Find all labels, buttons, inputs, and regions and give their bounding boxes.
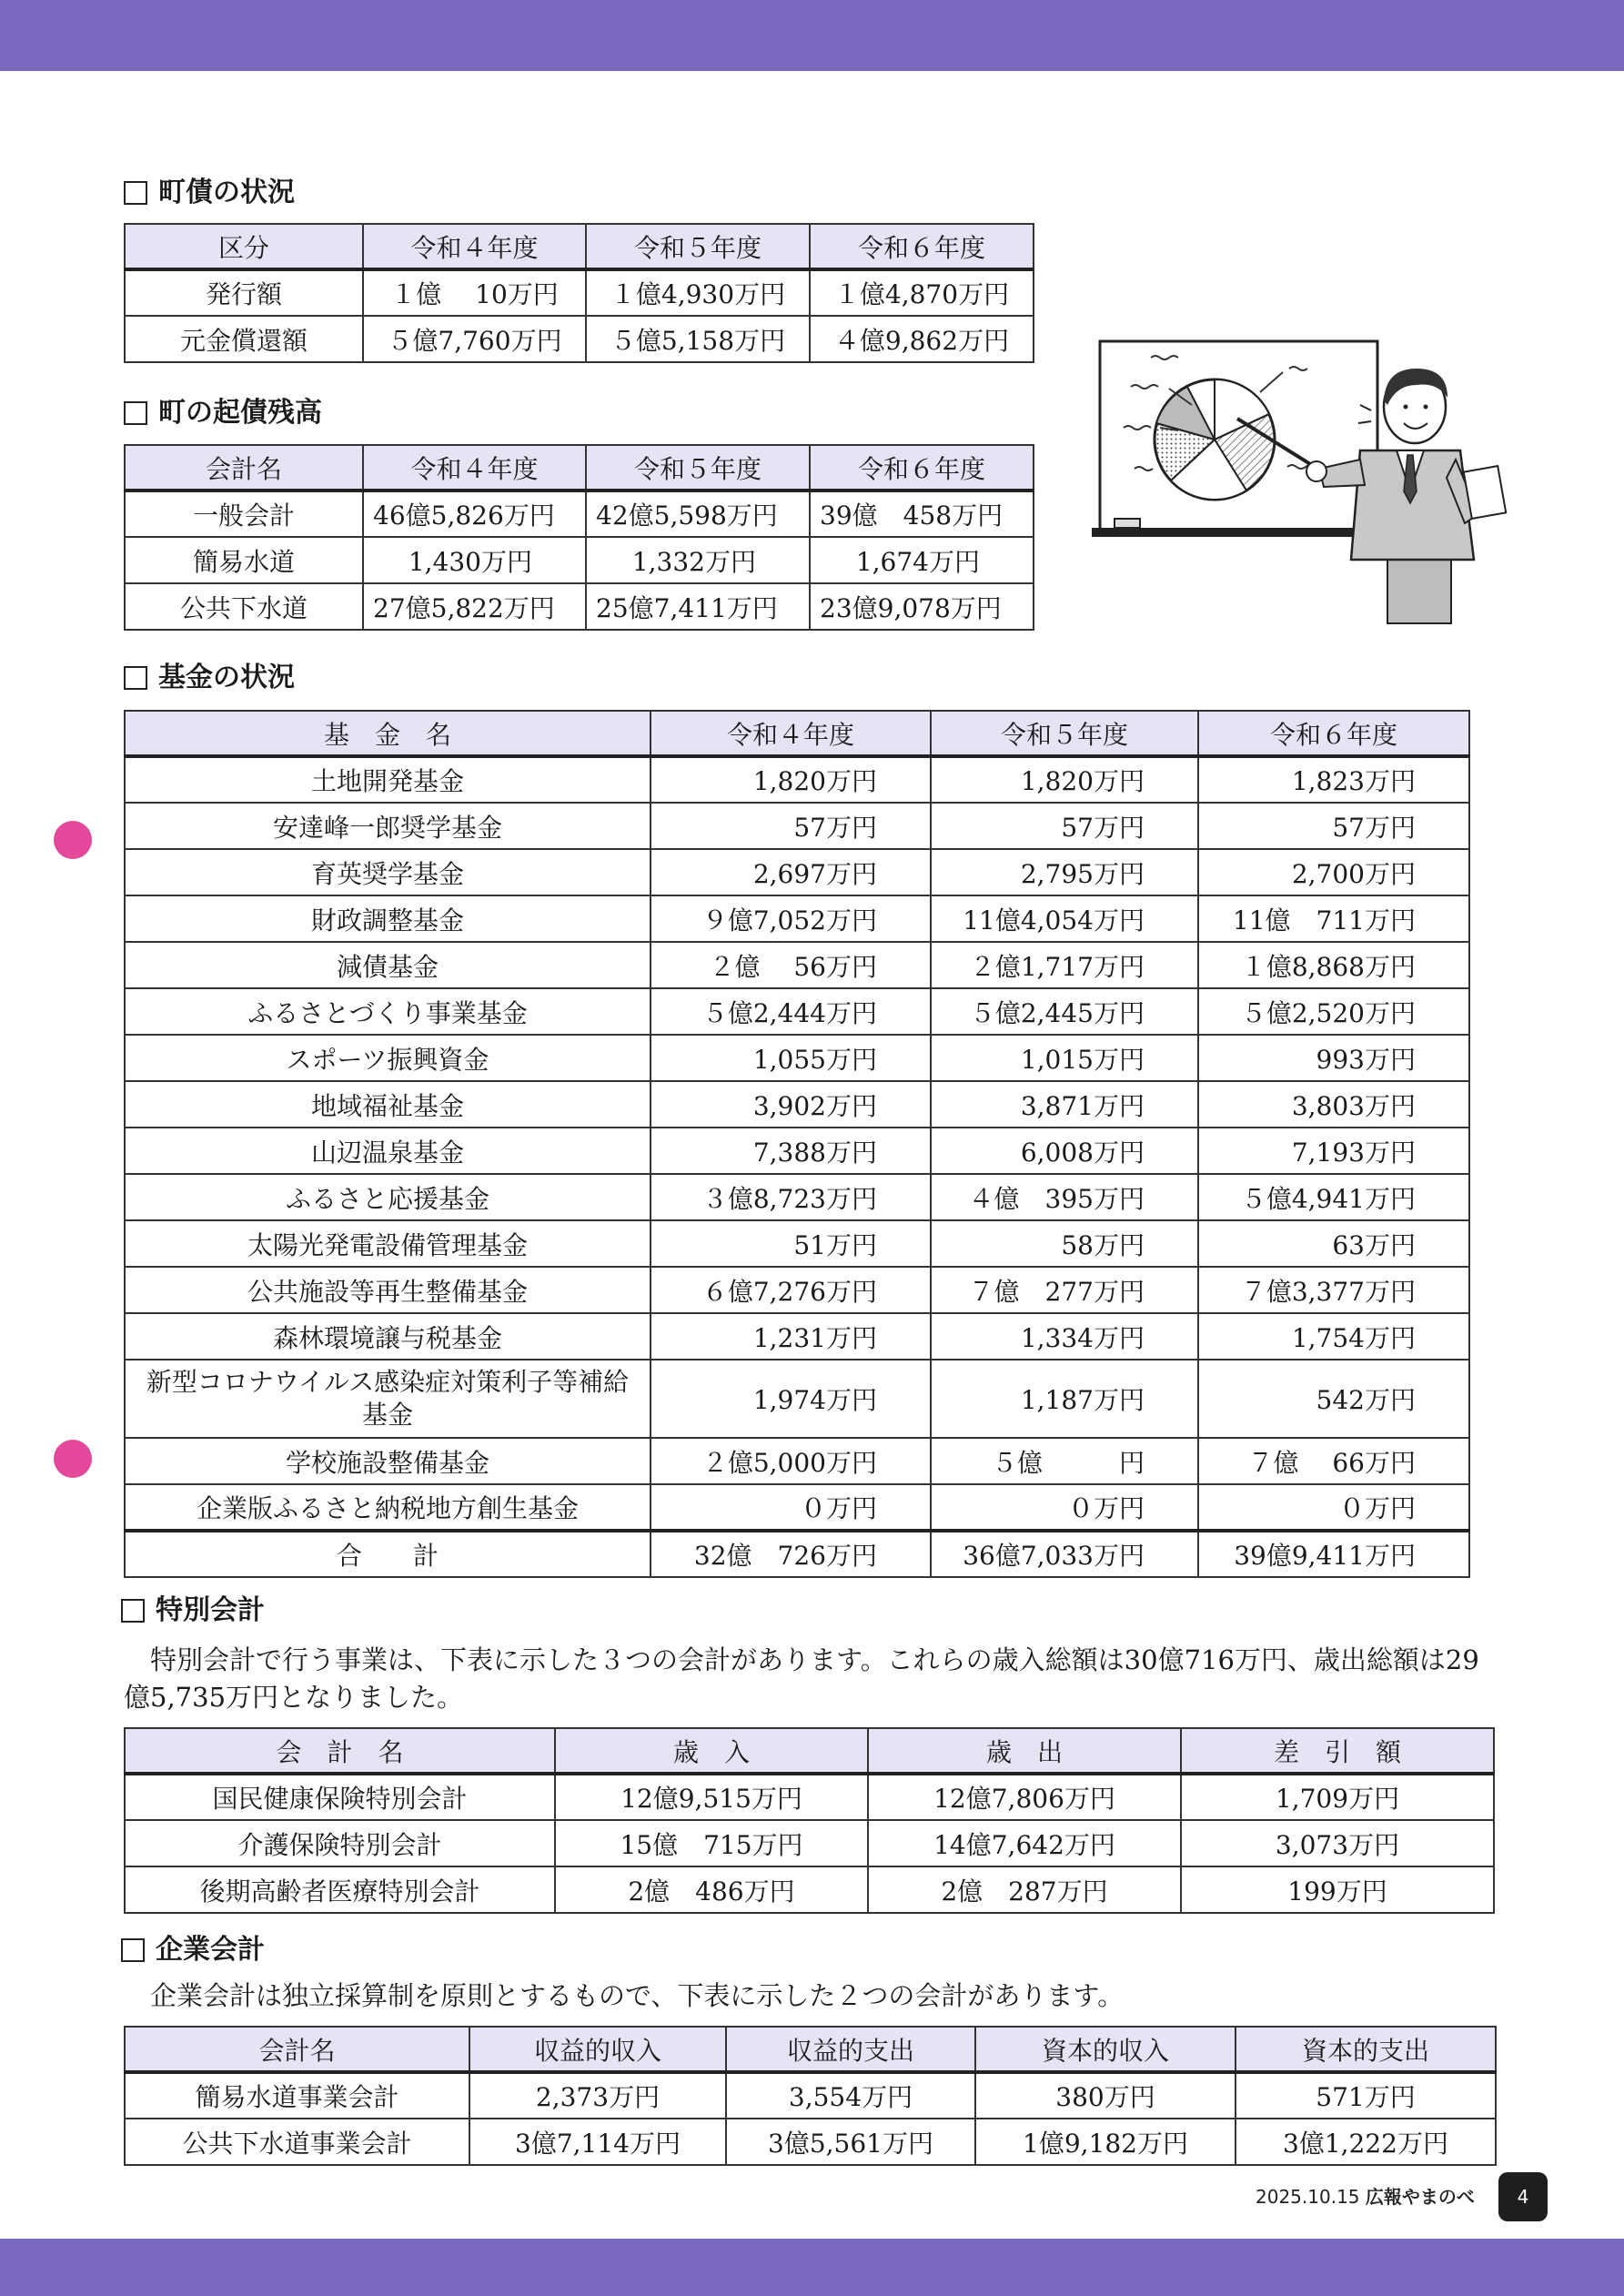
row-label: 後期高齢者医療特別会計: [125, 1866, 555, 1913]
special-accounts-table: [124, 1727, 1495, 1914]
checkbox-square-icon: [124, 181, 147, 205]
row-value: ０万円: [931, 1484, 1198, 1531]
row-value: 11億4,054万円: [931, 895, 1198, 942]
checkbox-square-icon: [121, 1599, 145, 1623]
table-row: [125, 491, 1034, 537]
row-value: ０万円: [651, 1484, 931, 1531]
row-value: ４億 395万円: [931, 1174, 1198, 1220]
row-label: ふるさとづくり事業基金: [125, 988, 651, 1035]
page-number: 4: [1498, 2172, 1548, 2221]
enterprise-description: 企業会計は独立採算制を原則とするもので、下表に示した２つの会計があります。: [150, 1980, 1125, 2011]
row-value: 1,430万円: [363, 537, 586, 583]
row-value: 11億 711万円: [1198, 895, 1469, 942]
row-value: １億 10万円: [363, 269, 586, 316]
table-row: [125, 2072, 1496, 2119]
table-header-row: [125, 2027, 1496, 2072]
column-header: 資本的収入: [975, 2027, 1236, 2072]
row-value: 1,334万円: [931, 1313, 1198, 1360]
debt-table: [124, 444, 1034, 631]
row-value: 3,803万円: [1198, 1081, 1469, 1128]
section-title-special: 特別会計: [121, 1593, 265, 1629]
row-value: ７億 66万円: [1198, 1438, 1469, 1484]
row-label: 太陽光発電設備管理基金: [125, 1220, 651, 1267]
row-value: 15億 715万円: [555, 1820, 868, 1866]
column-header: 令和４年度: [363, 224, 586, 269]
column-header: 令和５年度: [586, 224, 810, 269]
row-value: 57万円: [931, 803, 1198, 849]
table-row: [125, 1220, 1469, 1267]
row-value: 3億1,222万円: [1236, 2119, 1496, 2165]
section-title-bonds: 町債の状況: [124, 175, 295, 211]
row-value: 2,700万円: [1198, 849, 1469, 895]
column-header: 会計名: [125, 2027, 469, 2072]
row-value: 542万円: [1198, 1360, 1469, 1438]
row-label: 簡易水道事業会計: [125, 2072, 469, 2119]
row-label: 国民健康保険特別会計: [125, 1774, 555, 1820]
table-row: [125, 1267, 1469, 1313]
table-row: [125, 1360, 1469, 1438]
row-value: 58万円: [931, 1220, 1198, 1267]
column-header: 令和５年度: [931, 711, 1198, 756]
row-label: 企業版ふるさと納税地方創生基金: [125, 1484, 651, 1531]
column-header: 会 計 名: [125, 1728, 555, 1774]
column-header: 資本的支出: [1236, 2027, 1496, 2072]
row-value: 1,055万円: [651, 1035, 931, 1081]
row-value: 1,820万円: [931, 756, 1198, 803]
row-value: 57万円: [651, 803, 931, 849]
row-label: 土地開発基金: [125, 756, 651, 803]
row-value: ２億 56万円: [651, 942, 931, 988]
issue-date: 2025.10.15: [1256, 2186, 1360, 2208]
row-value: 3,902万円: [651, 1081, 931, 1128]
table-row: [125, 1438, 1469, 1484]
row-value: 36億7,033万円: [931, 1531, 1198, 1577]
pie-chart-icon: [1155, 379, 1276, 500]
row-value: ６億7,276万円: [651, 1267, 931, 1313]
row-value: １億4,930万円: [586, 269, 810, 316]
row-label: 簡易水道: [125, 537, 363, 583]
row-label: 学校施設整備基金: [125, 1438, 651, 1484]
table-row: [125, 583, 1034, 630]
row-value: 7,388万円: [651, 1128, 931, 1174]
row-value: 2,373万円: [469, 2072, 726, 2119]
table-row: [125, 1484, 1469, 1531]
row-value: 23億9,078万円: [810, 583, 1034, 630]
row-value: ７億3,377万円: [1198, 1267, 1469, 1313]
row-value: 7,193万円: [1198, 1128, 1469, 1174]
table-row: [125, 803, 1469, 849]
table-row: [125, 537, 1034, 583]
row-value: １億8,868万円: [1198, 942, 1469, 988]
row-value: 57万円: [1198, 803, 1469, 849]
row-label: 元金償還額: [125, 316, 363, 362]
row-label: 合 計: [125, 1531, 651, 1577]
checkbox-square-icon: [124, 401, 147, 425]
publication-name: 広報やまのべ: [1365, 2186, 1475, 2208]
column-header: 収益的収入: [469, 2027, 726, 2072]
checkbox-square-icon: [121, 1938, 145, 1962]
table-row: [125, 1128, 1469, 1174]
row-value: 3,871万円: [931, 1081, 1198, 1128]
row-value: 993万円: [1198, 1035, 1469, 1081]
bonds-table: [124, 223, 1034, 363]
row-value: 42億5,598万円: [586, 491, 810, 537]
table-row: [125, 1774, 1494, 1820]
funds-table: [124, 710, 1470, 1578]
eraser: [1115, 519, 1140, 528]
row-value: 1,332万円: [586, 537, 810, 583]
row-value: 14億7,642万円: [868, 1820, 1181, 1866]
table-row: [125, 849, 1469, 895]
row-value: 2,697万円: [651, 849, 931, 895]
row-value: 51万円: [651, 1220, 931, 1267]
column-header: 令和６年度: [810, 445, 1034, 491]
table-row: [125, 1820, 1494, 1866]
special-description: 特別会計で行う事業は、下表に示した３つの会計があります。これらの歳入総額は30億716万円、歳出総額は29億5,735万円となりました。: [124, 1644, 1479, 1713]
bottom-banner: [0, 2239, 1624, 2296]
column-header: 基 金 名: [125, 711, 651, 756]
table-row: [125, 1081, 1469, 1128]
row-value: ５億7,760万円: [363, 316, 586, 362]
table-row: [125, 1035, 1469, 1081]
table-row: [125, 1174, 1469, 1220]
row-value: ５億2,445万円: [931, 988, 1198, 1035]
row-value: 1,015万円: [931, 1035, 1198, 1081]
table-header-row: [125, 1728, 1494, 1774]
row-label: スポーツ振興資金: [125, 1035, 651, 1081]
row-value: 1,820万円: [651, 756, 931, 803]
row-value: ０万円: [1198, 1484, 1469, 1531]
row-value: 6,008万円: [931, 1128, 1198, 1174]
row-value: 12億9,515万円: [555, 1774, 868, 1820]
row-value: 1,709万円: [1181, 1774, 1494, 1820]
row-value: 32億 726万円: [651, 1531, 931, 1577]
row-label: 森林環境譲与税基金: [125, 1313, 651, 1360]
row-value: 39億9,411万円: [1198, 1531, 1469, 1577]
row-label: 発行額: [125, 269, 363, 316]
row-value: ２億1,717万円: [931, 942, 1198, 988]
presenter-illustration: [1087, 332, 1515, 628]
table-row: [125, 316, 1034, 362]
column-header: 令和６年度: [1198, 711, 1469, 756]
whiteboard-tray: [1092, 528, 1383, 537]
enterprise-accounts-table: [124, 2026, 1497, 2166]
row-value: 3億7,114万円: [469, 2119, 726, 2165]
row-label: 育英奨学基金: [125, 849, 651, 895]
row-value: ５億5,158万円: [586, 316, 810, 362]
row-value: 46億5,826万円: [363, 491, 586, 537]
checkbox-square-icon: [124, 666, 147, 690]
row-value: 571万円: [1236, 2072, 1496, 2119]
row-value: ９億7,052万円: [651, 895, 931, 942]
row-value: 1,674万円: [810, 537, 1034, 583]
row-label: 介護保険特別会計: [125, 1820, 555, 1866]
row-label: 山辺温泉基金: [125, 1128, 651, 1174]
row-value: 3,073万円: [1181, 1820, 1494, 1866]
table-row: [125, 1313, 1469, 1360]
column-header: 歳 出: [868, 1728, 1181, 1774]
table-row: [125, 2119, 1496, 2165]
row-label: ふるさと応援基金: [125, 1174, 651, 1220]
column-header: 令和５年度: [586, 445, 810, 491]
row-value: 380万円: [975, 2072, 1236, 2119]
table-row: [125, 1866, 1494, 1913]
row-value: 2億 486万円: [555, 1866, 868, 1913]
row-value: ２億5,000万円: [651, 1438, 931, 1484]
column-header: 差 引 額: [1181, 1728, 1494, 1774]
row-value: 1,823万円: [1198, 756, 1469, 803]
row-label: 公共下水道: [125, 583, 363, 630]
row-value: 2億 287万円: [868, 1866, 1181, 1913]
table-row: [125, 895, 1469, 942]
table-header-row: [125, 224, 1034, 269]
table-row: [125, 269, 1034, 316]
column-header: 会計名: [125, 445, 363, 491]
row-label: 公共下水道事業会計: [125, 2119, 469, 2165]
row-value: 3,554万円: [726, 2072, 975, 2119]
row-value: 1,974万円: [651, 1360, 931, 1438]
column-header: 収益的支出: [726, 2027, 975, 2072]
row-value: 12億7,806万円: [868, 1774, 1181, 1820]
row-value: 63万円: [1198, 1220, 1469, 1267]
marker-dot: [54, 1440, 92, 1478]
table-header-row: [125, 711, 1469, 756]
row-value: 39億 458万円: [810, 491, 1034, 537]
row-label: 地域福祉基金: [125, 1081, 651, 1128]
row-value: ５億2,444万円: [651, 988, 931, 1035]
row-label: 公共施設等再生整備基金: [125, 1267, 651, 1313]
column-header: 令和４年度: [651, 711, 931, 756]
row-value: 2,795万円: [931, 849, 1198, 895]
column-header: 令和４年度: [363, 445, 586, 491]
row-label: 財政調整基金: [125, 895, 651, 942]
row-label: 減債基金: [125, 942, 651, 988]
row-label: 一般会計: [125, 491, 363, 537]
table-row: [125, 942, 1469, 988]
column-header: 令和６年度: [810, 224, 1034, 269]
row-value: 1,187万円: [931, 1360, 1198, 1438]
row-label: 新型コロナウイルス感染症対策利子等補給基金: [125, 1360, 651, 1438]
top-banner: [0, 0, 1624, 71]
row-value: ３億8,723万円: [651, 1174, 931, 1220]
row-value: 199万円: [1181, 1866, 1494, 1913]
table-row: [125, 988, 1469, 1035]
table-row: [125, 756, 1469, 803]
row-value: 25億7,411万円: [586, 583, 810, 630]
footer-issue-info: [1256, 2182, 1475, 2209]
section-title-funds: 基金の状況: [124, 660, 295, 696]
section-title-enterprise: 企業会計: [121, 1932, 265, 1968]
table-row: [125, 1531, 1469, 1577]
column-header: 歳 入: [555, 1728, 868, 1774]
row-value: 27億5,822万円: [363, 583, 586, 630]
row-value: ５億4,941万円: [1198, 1174, 1469, 1220]
marker-dot: [54, 821, 92, 859]
row-value: 1,231万円: [651, 1313, 931, 1360]
row-value: ７億 277万円: [931, 1267, 1198, 1313]
row-value: ４億9,862万円: [810, 316, 1034, 362]
row-value: 1億9,182万円: [975, 2119, 1236, 2165]
section-title-debt: 町の起債残高: [124, 395, 322, 431]
row-value: １億4,870万円: [810, 269, 1034, 316]
table-header-row: [125, 445, 1034, 491]
row-label: 安達峰一郎奨学基金: [125, 803, 651, 849]
column-header: 区分: [125, 224, 363, 269]
row-value: ５億2,520万円: [1198, 988, 1469, 1035]
row-value: ５億 円: [931, 1438, 1198, 1484]
row-value: 1,754万円: [1198, 1313, 1469, 1360]
row-value: 3億5,561万円: [726, 2119, 975, 2165]
